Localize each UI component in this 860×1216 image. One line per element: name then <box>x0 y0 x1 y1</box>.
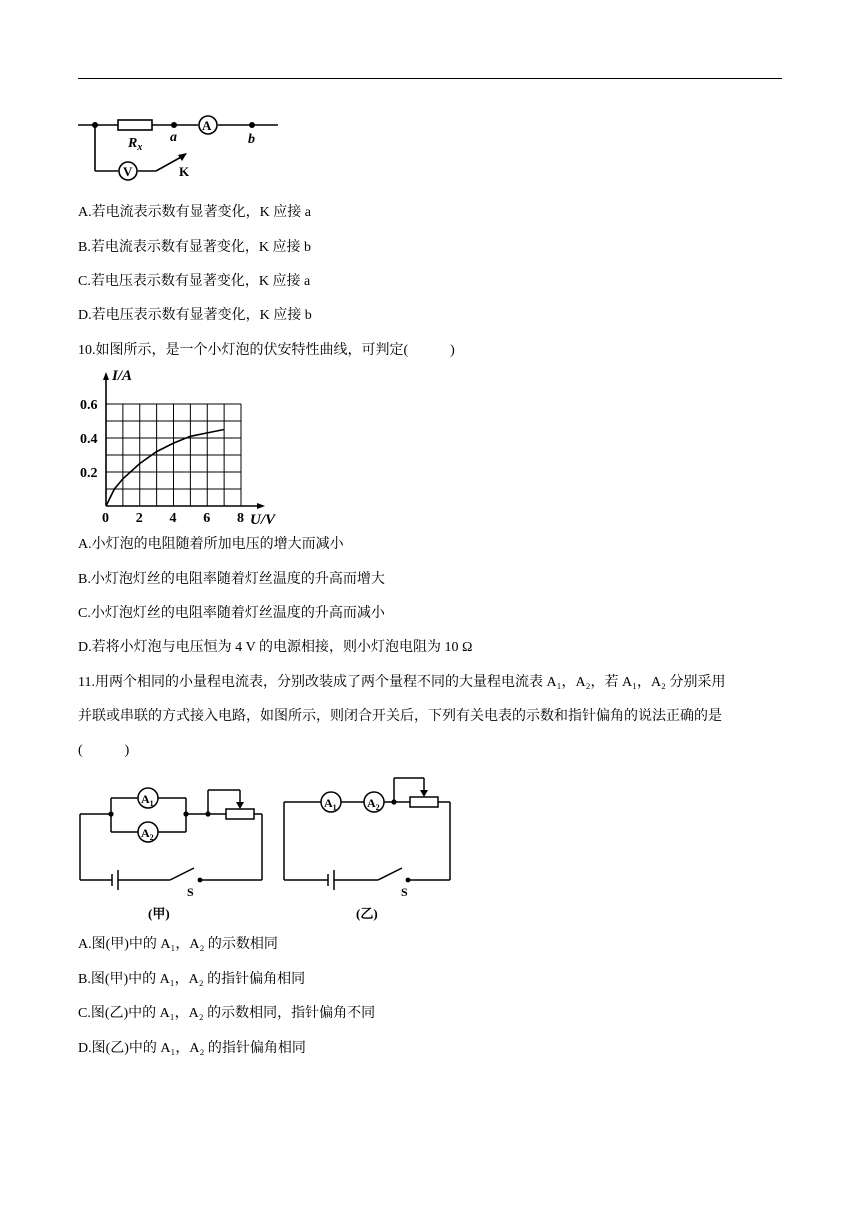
q11-option-c: C.图(乙)中的 A₁，A₂ 的示数相同，指针偏角不同 <box>78 1006 376 1021</box>
q9-option-b: B.若电流表示数有显著变化，K 应接 b <box>78 240 311 255</box>
yi-switch-label: S <box>401 885 408 899</box>
x-axis-arrow <box>257 503 265 509</box>
q10-option-c: C.小灯泡灯丝的电阻率随着灯丝温度的升高而减小 <box>78 606 385 621</box>
caption-yi: (乙) <box>356 906 378 921</box>
yi-a1-label: $A_1$ <box>324 796 337 812</box>
resistor-label: $R_x$ <box>128 136 143 153</box>
header-rule <box>78 78 782 79</box>
q9-option-c: C.若电压表示数有显著变化，K 应接 a <box>78 274 311 289</box>
q11-stem-line3: ( ) <box>78 743 130 758</box>
jia-a2-label: $A_2$ <box>141 826 154 842</box>
q10-option-a: A.小灯泡的电阻随着所加电压的增大而减小 <box>78 537 344 552</box>
x-tick-label: 0 <box>102 511 109 526</box>
y-tick-label: 0.6 <box>80 398 98 413</box>
x-tick-label: 4 <box>169 511 177 526</box>
yi-a2-label: $A_2$ <box>367 796 380 812</box>
y-tick-label: 0.2 <box>80 466 98 481</box>
jia-switch-label: S <box>187 885 194 899</box>
x-tick-label: 8 <box>237 511 244 526</box>
q11-stem-line1: 11.用两个相同的小量程电流表，分别改装成了两个量程不同的大量程电流表 A₁，A₂，若 A₁，A₂ 分别采用 <box>78 675 726 690</box>
series-line <box>106 430 224 507</box>
q10-option-d: D.若将小灯泡与电压恒为 4 V 的电源相接，则小灯泡电阻为 10 Ω <box>78 640 473 655</box>
node-a-label: a <box>170 130 177 145</box>
x-tick-label: 6 <box>203 511 211 526</box>
node-b-label: b <box>248 132 255 147</box>
y-axis-label: I/A <box>112 368 133 384</box>
chart-series <box>106 430 224 507</box>
q9-option-d: D.若电压表示数有显著变化，K 应接 b <box>78 308 312 323</box>
jia-a1-label: $A_1$ <box>141 792 154 808</box>
q10-stem: 10.如图所示，是一个小灯泡的伏安特性曲线，可判定( ) <box>78 343 455 358</box>
q11-option-d: D.图(乙)中的 A₁，A₂ 的指针偏角相同 <box>78 1041 306 1056</box>
x-axis-label: U/V <box>250 512 276 528</box>
q9-circuit-figure <box>78 108 288 188</box>
caption-jia: (甲) <box>148 906 170 921</box>
q11-stem-line2: 并联或串联的方式接入电路，如图所示，则闭合开关后，下列有关电表的示数和指针偏角的说法正确的是 <box>78 709 722 724</box>
voltmeter-label: V <box>123 164 133 179</box>
q11-circuits-figure <box>76 774 456 924</box>
q10-option-b: B.小灯泡灯丝的电阻率随着灯丝温度的升高而增大 <box>78 572 385 587</box>
q11-option-b: B.图(甲)中的 A₁，A₂ 的指针偏角相同 <box>78 972 306 987</box>
switch-k-label: K <box>179 164 190 179</box>
x-tick-label: 2 <box>135 511 143 526</box>
q9-option-a: A.若电流表示数有显著变化，K 应接 a <box>78 205 311 220</box>
y-axis-arrow <box>103 372 109 380</box>
chart-grid <box>106 404 241 506</box>
q11-option-a: A.图(甲)中的 A₁，A₂ 的示数相同 <box>78 937 278 952</box>
y-tick-label: 0.4 <box>80 432 98 447</box>
iv-curve-chart <box>74 364 284 530</box>
ammeter-label: A <box>202 118 212 133</box>
